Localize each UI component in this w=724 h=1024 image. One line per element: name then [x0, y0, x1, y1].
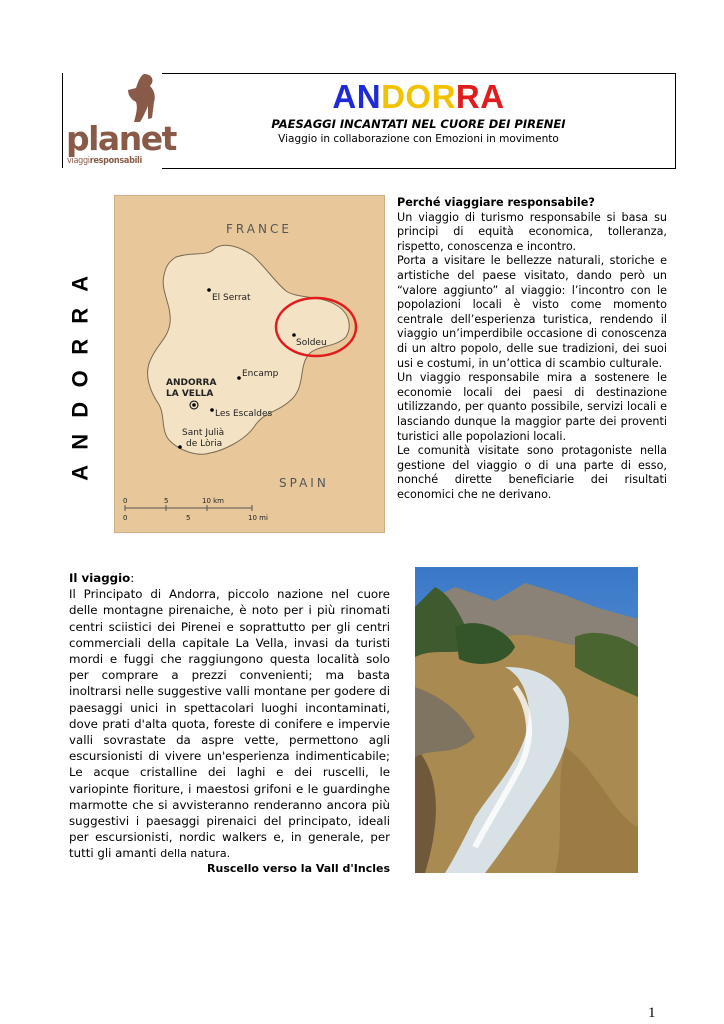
map-label-sant-julia-1: Sant Julià	[182, 428, 225, 438]
side-letter: A	[67, 275, 93, 292]
trip-body: Il Principato di Andorra, piccolo nazione nel cuore delle montagne pirenaiche, è noto per i più rinomati centri sciistici dei Pirenei e soprattutto per gli centri commerciali della capitale La Vella, invasi da turisti mordi e fuggi che raggiungono questa località solo per comprare a prezzi convenienti; ma basta inoltrarsi nelle suggestive valli montane per godere di paesaggi unici in spettacolari luoghi incontaminati, dove prati d'alta quota, foreste di conifere e impervie valli sovrastate da aspre vette, permettono agli escursionisti di vivere un'esperienza indimenticabile; Le acque cristalline dei laghi e dei ruscelli, le variopinte fioriture, i maestosi grifoni e le guardinghe marmotte che si avvisteranno renderanno ancora più suggestivi i paesaggi pirenaici del principato, ideali per escursionisti, nordic walkers e, in generale, per tutti gli amanti della natura.	[69, 587, 390, 861]
map-label-capital-1: ANDORRA	[166, 378, 217, 388]
why-paragraph: Porta a visitare le bellezze naturali, storiche e artistiche del paese visitato, dando però un “valore aggiunto” al viaggio: l’incontro con le popolazioni locali è visto come momento centrale dell’esperienza turistica, rendendo il viaggio un’imperdibile occasione di conoscenza di un altro popolo, delle sue tradizioni, dei suoi usi e costumi, in un’ottica di scambio culturale.	[397, 254, 667, 370]
svg-text:0: 0	[123, 514, 128, 522]
map-label-france: FRANCE	[226, 222, 292, 236]
side-letter: A	[67, 464, 93, 481]
page-subtitle: PAESAGGI INCANTATI NEL CUORE DEI PIRENEI	[271, 117, 566, 131]
svg-text:0: 0	[123, 497, 128, 505]
logo-subtitle: viaggiresponsabili	[67, 156, 142, 166]
header-left-tick	[62, 73, 63, 168]
page-title: ANDORRA	[332, 78, 505, 115]
map-label-el-serrat: El Serrat	[212, 293, 251, 303]
why-responsible-section	[397, 196, 667, 502]
planet-logo	[66, 72, 176, 168]
map-label-spain: SPAIN	[279, 476, 329, 490]
side-letter: D	[67, 401, 93, 418]
side-letter: R	[67, 338, 93, 355]
andorra-map	[114, 195, 385, 533]
map-label-sant-julia-2: de Lòria	[186, 439, 223, 449]
photo-caption: Ruscello verso la Vall d'Incles	[207, 862, 390, 875]
why-paragraph: Le comunità visitate sono protagoniste nella gestione del viaggio o di una parte di esso, nonché dirette beneficiarie dei risultati economici che ne derivano.	[397, 444, 667, 501]
side-letter: R	[67, 307, 93, 324]
page-number: 1	[648, 1005, 656, 1021]
collaboration-line: Viaggio in collaborazione con Emozioni in movimento	[278, 133, 559, 145]
svg-text:5: 5	[186, 514, 191, 522]
why-heading: Perché viaggiare responsabile?	[397, 196, 595, 209]
map-label-les-escaldes: Les Escaldes	[215, 409, 273, 419]
trip-heading: Il viaggio:	[69, 571, 135, 585]
svg-text:5: 5	[164, 497, 169, 505]
why-paragraph: Un viaggio responsabile mira a sostenere le economie locali dei paesi di destinazione utilizzando, per quanto possibile, servizi locali e lasciando dunque la maggior parte dei proventi turistici alle popolazioni locali.	[397, 371, 667, 443]
why-paragraph: Un viaggio di turismo responsabile si basa su principi di equità economica, tolleranza, rispetto, conoscenza e incontro.	[397, 210, 667, 253]
side-letter: O	[67, 369, 93, 387]
svg-text:10 mi: 10 mi	[248, 514, 268, 522]
vertical-country-label	[67, 268, 110, 489]
trip-section	[69, 570, 390, 863]
map-label-encamp: Encamp	[242, 369, 279, 379]
map-label-soldeu: Soldeu	[296, 338, 327, 348]
map-label-capital-2: LA VELLA	[166, 389, 214, 399]
side-letter: N	[67, 433, 93, 450]
logo-word: planet	[66, 119, 176, 158]
svg-text:10 km: 10 km	[202, 497, 225, 505]
stream-photo	[415, 567, 638, 873]
